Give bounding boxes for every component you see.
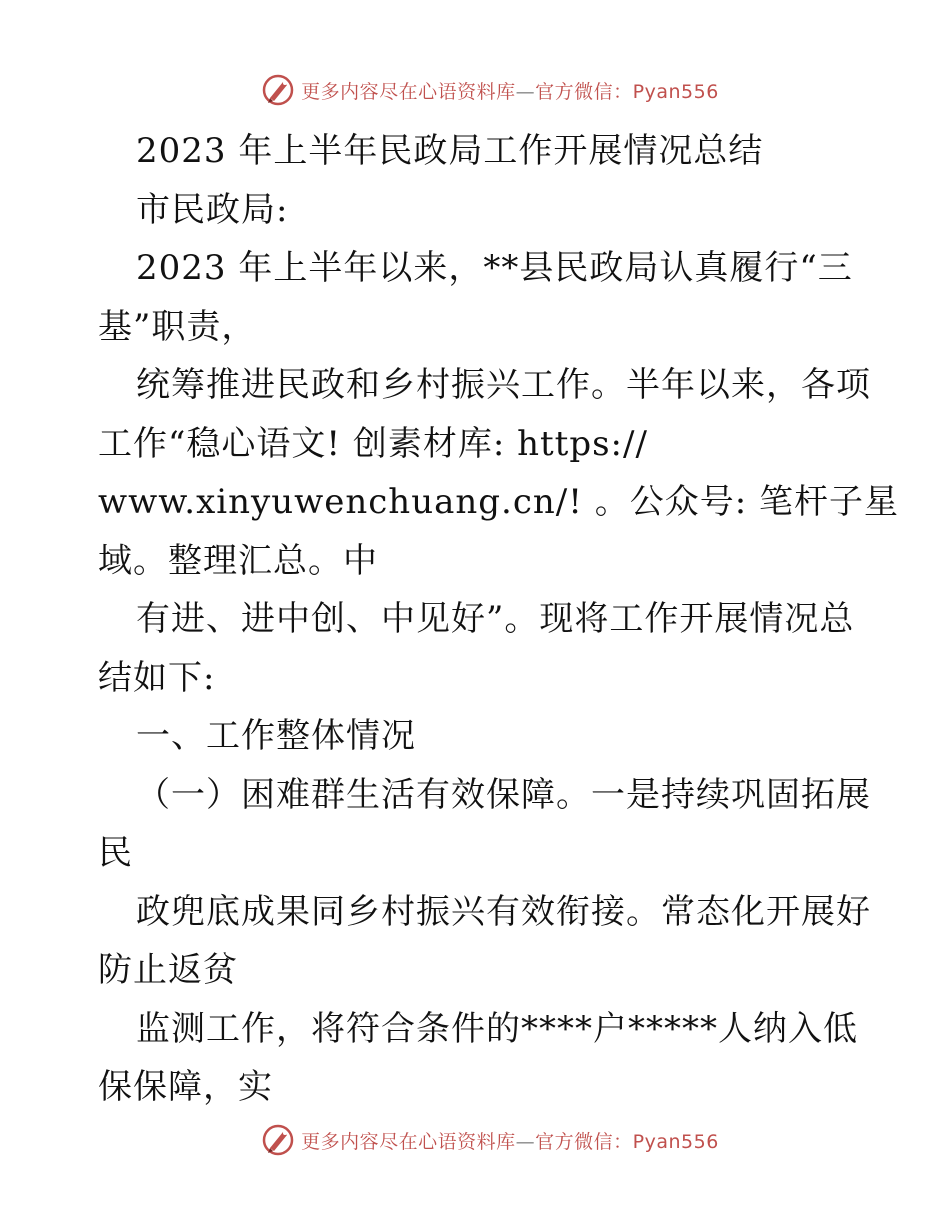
watermark-site-text: 更多内容尽在心语资料库 <box>301 1130 516 1153</box>
pen-logo-icon <box>261 1123 295 1157</box>
paragraph-line: 结如下: <box>98 657 216 698</box>
paragraph-line: 基”职责， <box>98 306 257 347</box>
paragraph-line: www.xinyuwenchuang.cn/! 。公众号: 笔杆子星 <box>98 482 899 522</box>
document-recipient: 市民政局: <box>136 189 289 230</box>
document-title: 2023 年上半年民政局工作开展情况总结 <box>136 131 764 171</box>
paragraph-line: 保保障，实 <box>98 1067 273 1107</box>
section-heading: 一、工作整体情况 <box>136 716 416 756</box>
paragraph-line: 防止返贫 <box>98 950 238 990</box>
paragraph-line: 工作“稳心语文! 创素材库: https:// <box>98 423 648 464</box>
watermark-contact-text: 官方微信：Pyan556 <box>535 1130 719 1153</box>
footer-watermark <box>0 1120 950 1160</box>
watermark-site-text: 更多内容尽在心语资料库 <box>301 80 516 103</box>
pen-logo-icon <box>261 73 295 107</box>
paragraph-line: 监测工作，将符合条件的****户*****人纳入低 <box>136 1008 858 1049</box>
watermark-dash: — <box>515 80 536 103</box>
watermark-dash: — <box>515 1130 536 1153</box>
paragraph-line: 民 <box>98 833 133 873</box>
paragraph-line: 统筹推进民政和乡村振兴工作。半年以来，各项 <box>136 365 871 405</box>
paragraph-line: 2023 年上半年以来，**县民政局认真履行“三 <box>136 248 853 288</box>
paragraph-line: 政兜底成果同乡村振兴有效衔接。常态化开展好 <box>136 891 871 932</box>
watermark-text <box>301 1127 719 1154</box>
watermark-contact-text: 官方微信：Pyan556 <box>535 80 719 103</box>
document-body <box>98 122 899 1117</box>
paragraph-line: 域。整理汇总。中 <box>98 540 378 581</box>
header-watermark <box>0 70 950 110</box>
paragraph-line: 有进、进中创、中见好”。现将工作开展情况总 <box>136 599 855 639</box>
watermark-text <box>301 77 719 104</box>
paragraph-line: （一）困难群生活有效保障。一是持续巩固拓展 <box>136 774 871 815</box>
